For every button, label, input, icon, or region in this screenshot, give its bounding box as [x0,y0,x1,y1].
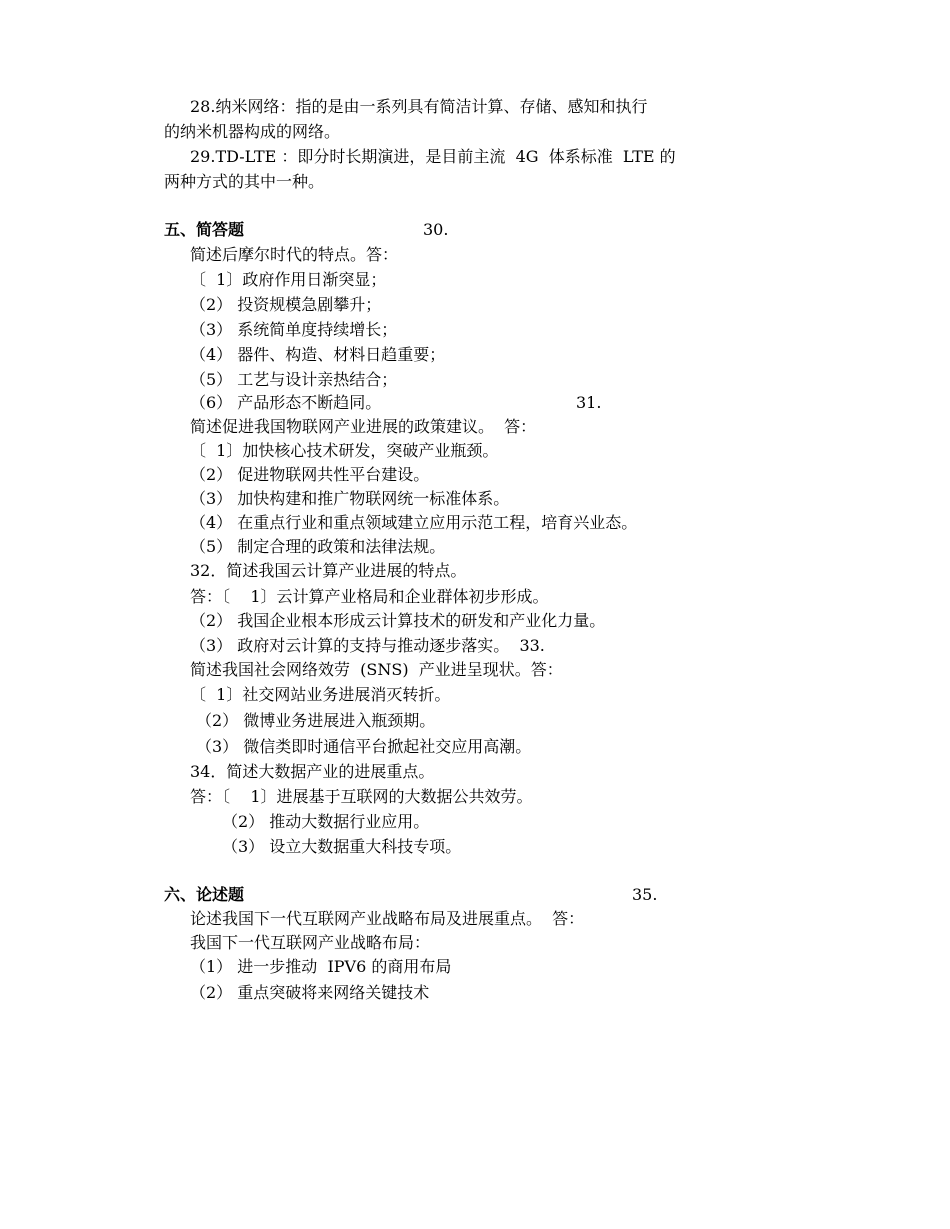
q34-answer-3: （3） 设立大数据重大科技专项。 [222,837,462,856]
q35-answer-1: （1） 进一步推动 IPV6 的商用布局 [190,957,452,976]
q33-answer-2: （2） 微博业务进展进入瓶颈期。 [196,711,436,730]
q31-answer-1: 〔 1〕加快核心技术研发，突破产业瓶颈。 [190,441,499,460]
q33-question: 简述我国社会网络效劳 (SNS) 产业进呈现状。答： [190,660,563,679]
q31-answer-5: （5） 制定合理的政策和法律法规。 [190,537,446,556]
q35-intro: 我国下一代互联网产业战略布局： [190,933,431,952]
definition-28-line1: 28.纳米网络：指的是由一系列具有简洁计算、存储、感知和执行 [190,97,648,116]
q32-answer-2: （2） 我国企业根本形成云计算技术的研发和产业化力量。 [190,611,606,630]
definition-29-line1: 29.TD-LTE ：即分时长期演进，是目前主流 4G 体系标准 LTE 的 [190,147,676,166]
q30-answer-3: （3） 系统简单度持续增长； [190,320,398,339]
definition-29-line2: 两种方式的其中一种。 [164,172,325,191]
q30-answer-5: （5） 工艺与设计亲热结合； [190,370,398,389]
section6-heading: 六、论述题 [164,885,245,904]
q33-answer-3: （3） 微信类即时通信平台掀起社交应用高潮。 [196,737,532,756]
q31-answer-4: （4） 在重点行业和重点领域建立应用示范工程，培育兴业态。 [190,513,638,532]
q30-number: 30. [423,220,449,239]
q35-question: 论述我国下一代互联网产业战略布局及进展重点。 答： [190,909,585,928]
q32-question: 32．简述我国云计算产业进展的特点。 [190,561,467,580]
section5-heading: 五、简答题 [164,220,245,239]
q33-answer-1: 〔 1〕社交网站业务进展消灭转折。 [190,685,451,704]
q31-question: 简述促进我国物联网产业进展的政策建议。 答： [190,417,537,436]
q35-answer-2: （2） 重点突破将来网络关键技术 [190,983,430,1002]
q34-answer-2: （2） 推动大数据行业应用。 [222,812,430,831]
q31-answer-2: （2） 促进物联网共性平台建设。 [190,465,430,484]
q35-number: 35. [632,885,658,904]
q31-number: 31. [576,393,602,412]
q34-question: 34．简述大数据产业的进展重点。 [190,762,435,781]
q34-answer-1: 答：〔 1〕进展基于互联网的大数据公共效劳。 [190,787,533,806]
definition-28-line2: 的纳米机器构成的网络。 [164,122,341,141]
q30-answer-6: （6） 产品形态不断趋同。 [190,393,382,412]
q32-answer-1: 答：〔 1〕云计算产业格局和企业群体初步形成。 [190,587,549,606]
q31-answer-3: （3） 加快构建和推广物联网统一标准体系。 [190,489,510,508]
q32-answer-3: （3） 政府对云计算的支持与推动逐步落实。 33. [190,636,545,655]
q30-answer-2: （2） 投资规模急剧攀升； [190,295,382,314]
q30-answer-1: 〔 1〕政府作用日渐突显； [190,270,387,289]
q30-question: 简述后摩尔时代的特点。答： [190,245,399,264]
q30-answer-4: （4） 器件、构造、材料日趋重要； [190,345,446,364]
